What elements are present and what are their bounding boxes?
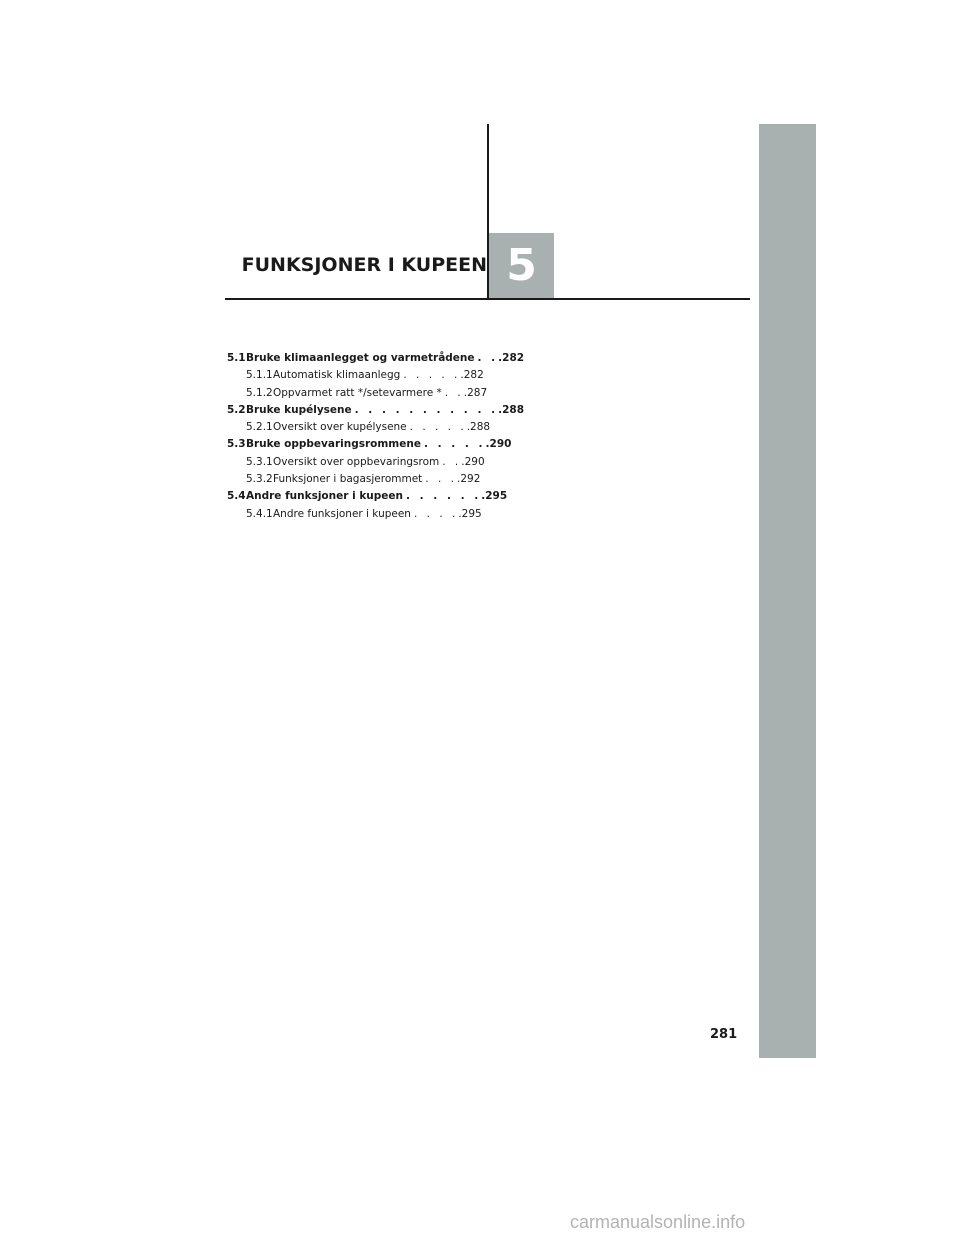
toc-page: .295 <box>481 490 508 503</box>
toc-leader: . . . . . . . . . . . <box>354 403 499 416</box>
toc-number: 5.4.1 <box>246 507 273 520</box>
toc-entry-5-1[interactable] <box>227 350 525 367</box>
chapter-number-box <box>489 233 554 298</box>
toc-leader: . . . . <box>413 507 459 520</box>
toc-entry-5-2-1[interactable] <box>227 419 491 436</box>
toc-number: 5.4 <box>227 490 246 503</box>
toc-title: Oppvarmet ratt */setevarmere * <box>273 386 442 399</box>
toc-title: Bruke kupélysene <box>246 403 352 416</box>
toc-title: Oversikt over kupélysene <box>273 421 407 434</box>
toc-page: .287 <box>463 386 488 399</box>
toc-number: 5.2 <box>227 403 246 416</box>
table-of-contents <box>227 350 525 523</box>
toc-entry-5-4-1[interactable] <box>227 506 482 523</box>
toc-page: .288 <box>466 421 491 434</box>
toc-entry-5-3-2[interactable] <box>227 471 481 488</box>
toc-page: .292 <box>457 473 481 486</box>
toc-number: 5.1.2 <box>246 386 273 399</box>
chapter-number: 5 <box>506 240 537 291</box>
toc-page: .288 <box>498 403 525 416</box>
toc-entry-5-4[interactable] <box>227 488 508 505</box>
toc-title: Andre funksjoner i kupeen <box>246 490 404 503</box>
chapter-title: FUNKSJONER I KUPEEN <box>241 254 487 276</box>
toc-leader: . . . . . . <box>406 490 482 503</box>
toc-entry-5-3-1[interactable] <box>227 454 485 471</box>
toc-entry-5-3[interactable] <box>227 436 512 453</box>
toc-title: Bruke klimaanlegget og varmetrådene <box>246 352 475 364</box>
toc-entry-5-2[interactable] <box>227 402 525 419</box>
toc-page: .282 <box>498 352 525 364</box>
page-number: 281 <box>710 1027 738 1042</box>
toc-number: 5.3.1 <box>246 455 273 468</box>
toc-leader: . . . . . <box>403 369 461 382</box>
toc-entry-5-1-2[interactable] <box>227 385 488 402</box>
toc-page: .290 <box>461 455 485 468</box>
toc-title: Bruke oppbevaringsrommene <box>246 438 421 451</box>
toc-entry-5-1-1[interactable] <box>227 367 484 384</box>
toc-page: .290 <box>485 438 512 451</box>
toc-title: Andre funksjoner i kupeen <box>273 507 411 520</box>
toc-leader: . . . <box>425 473 457 486</box>
toc-leader: . . <box>444 386 464 399</box>
chapter-side-tab <box>759 124 816 1058</box>
toc-number: 5.2.1 <box>246 421 273 434</box>
watermark: carmanualsonline.info <box>570 1212 746 1232</box>
toc-leader: . . . . . <box>409 421 467 434</box>
toc-leader: . . <box>442 455 462 468</box>
toc-number: 5.3.2 <box>246 473 273 486</box>
toc-page: .295 <box>458 507 482 520</box>
toc-leader: . . <box>477 352 499 364</box>
toc-title: Automatisk klimaanlegg <box>273 369 401 382</box>
toc-title: Funksjoner i bagasjerommet <box>273 473 423 486</box>
toc-page: .282 <box>460 369 484 382</box>
header-horizontal-rule <box>225 298 750 300</box>
toc-number: 5.3 <box>227 438 246 451</box>
toc-number: 5.1.1 <box>246 369 273 382</box>
toc-number: 5.1 <box>227 352 246 364</box>
toc-leader: . . . . . <box>423 438 486 451</box>
toc-title: Oversikt over oppbevaringsrom <box>273 455 440 468</box>
